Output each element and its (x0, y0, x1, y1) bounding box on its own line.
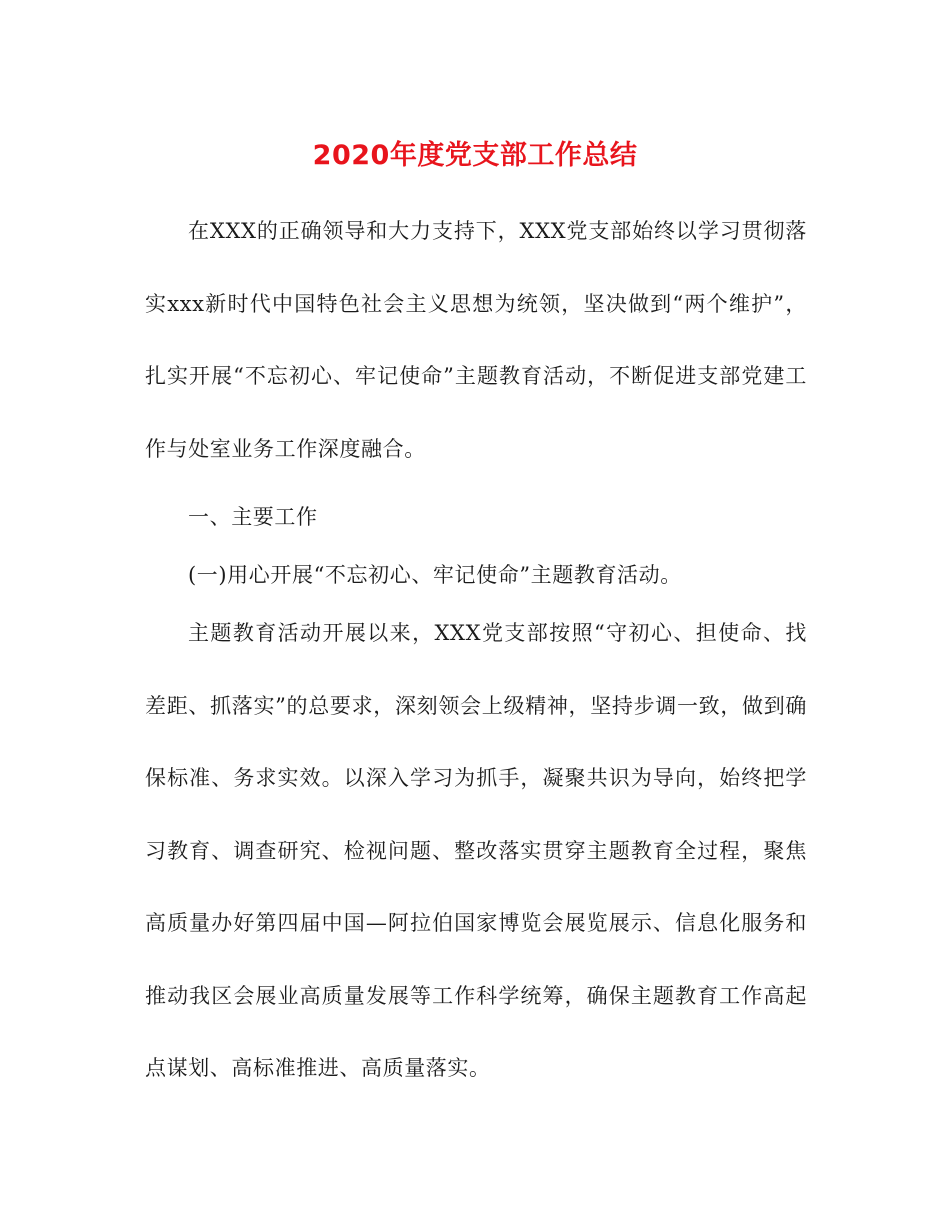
paragraph-main: 主题教育活动开展以来，XXX党支部按照“守初心、担使命、找差距、抓落实”的总要求，深刻领会上级精神，坚持步调一致，做到确保标准、务求实效。以深入学习为抓手，凝聚共识为导向，始终把学习教育、调查研究、检视问题、整改落实贯穿主题教育全过程，聚焦高质量办好第四届中国—阿拉伯国家博览会展览展示、信息化服务和推动我区会展业高质量发展等工作科学统筹，确保主题教育工作高起点谋划、高标准推进、高质量落实。 (145, 621, 807, 1080)
document-title: 2020年度党支部工作总结 (312, 140, 638, 171)
subsection-heading: (一)用心开展“不忘初心、牢记使命”主题教育活动。 (188, 563, 682, 587)
body-paragraph-block (145, 597, 807, 1105)
section-heading-block (145, 488, 807, 604)
paragraph-intro: 在XXX的正确领导和大力支持下，XXX党支部始终以学习贯彻落实xxx新时代中国特色社会主义思想为统领，坚决做到“两个维护”，扎实开展“不忘初心、牢记使命”主题教育活动，不断促进支部党建工作与处室业务工作深度融合。 (145, 219, 807, 461)
document-body (145, 195, 807, 485)
section-heading: 一、主要工作 (188, 505, 318, 529)
